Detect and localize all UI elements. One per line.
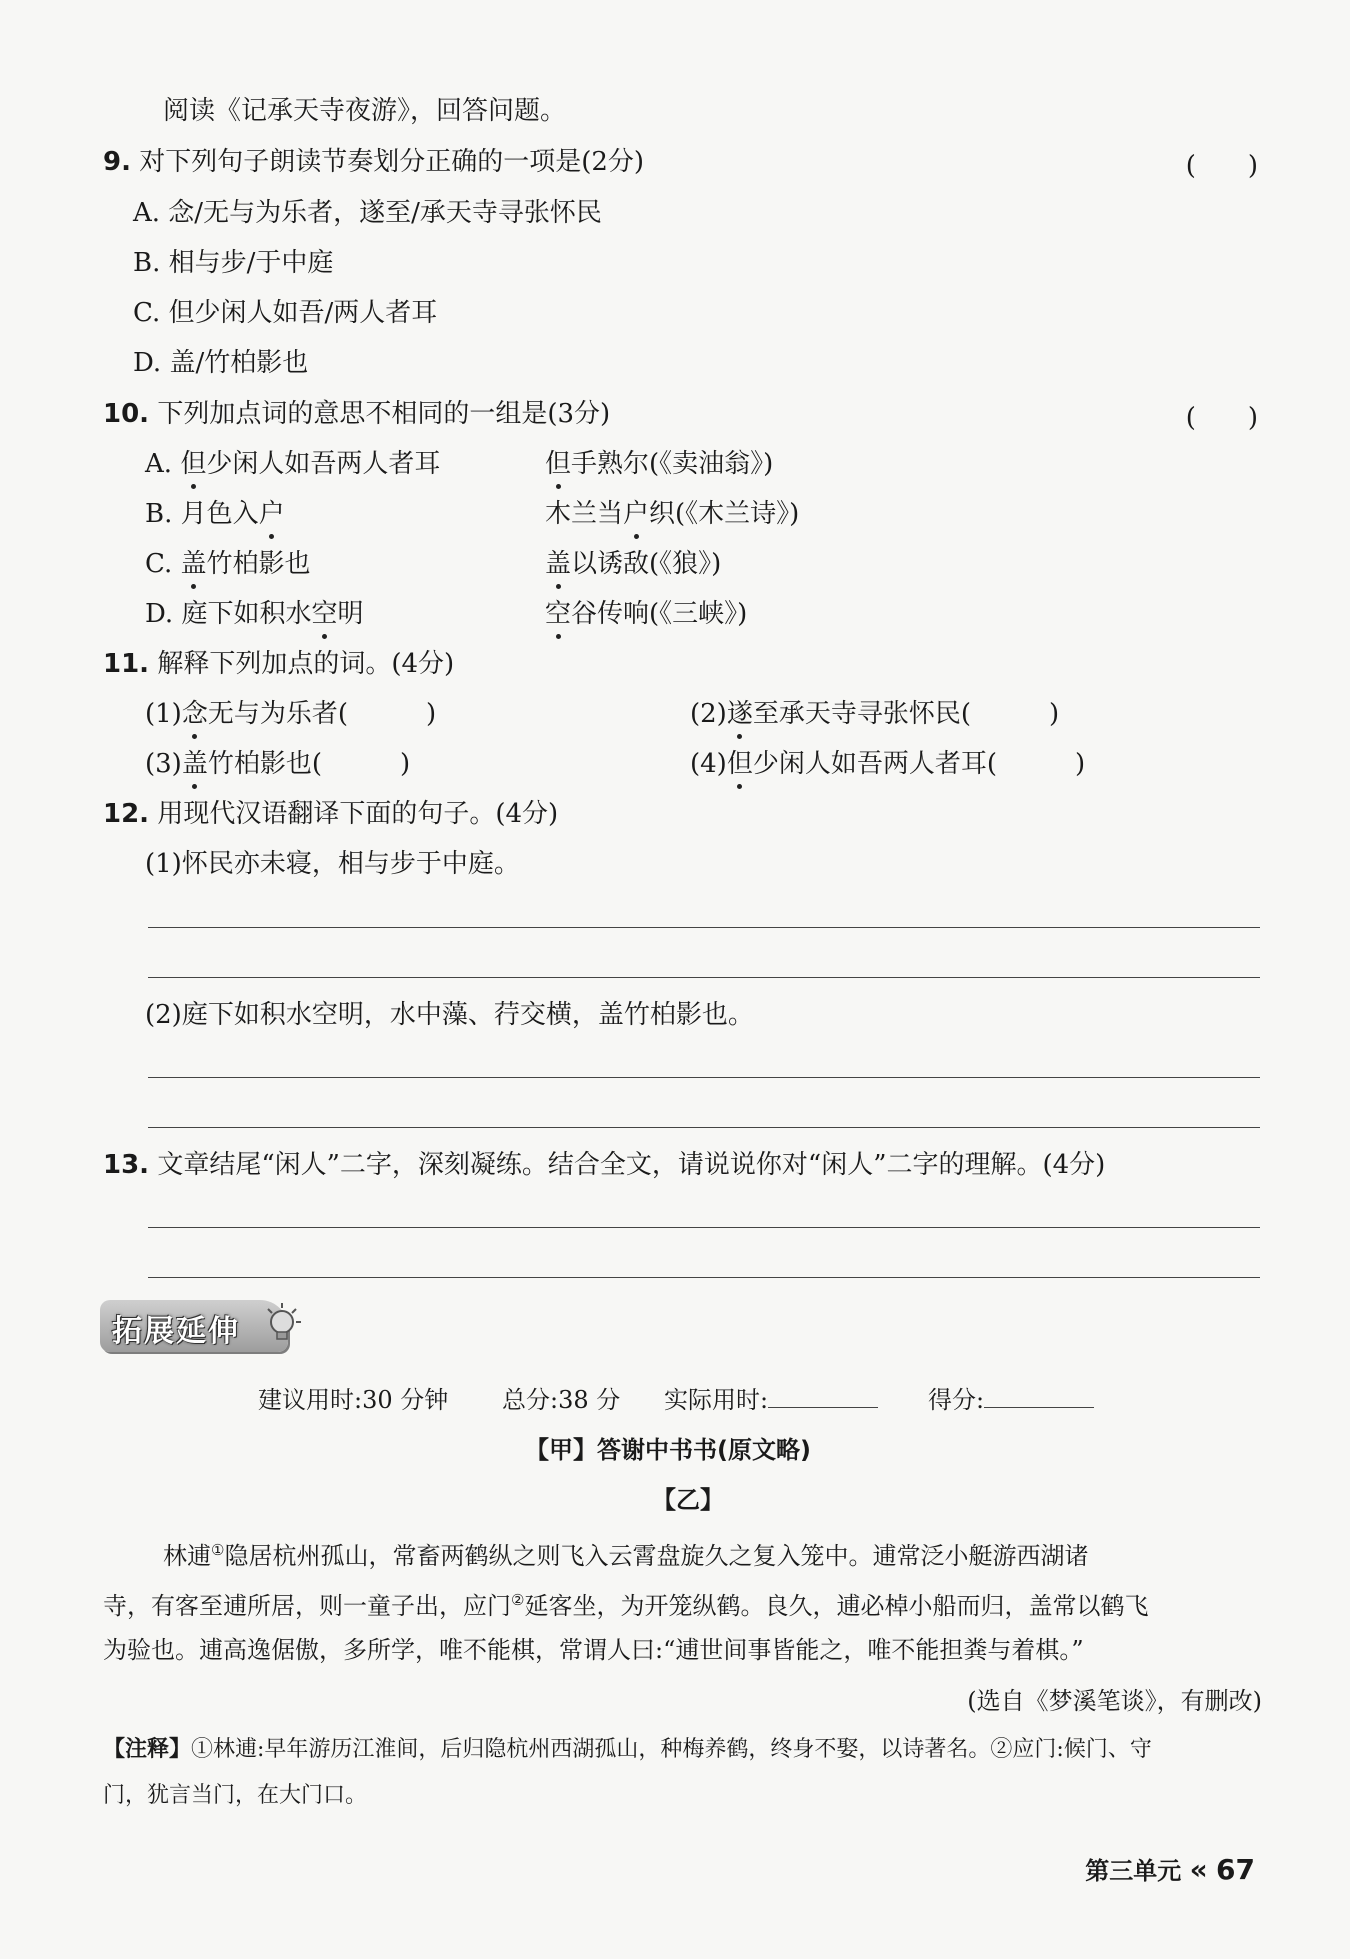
answer-line[interactable] <box>148 977 1260 978</box>
option-d: D. 盖/竹柏影也 <box>133 348 309 378</box>
page-number: 67 <box>1216 1853 1255 1886</box>
passage-line-2: 寺，有客至逋所居，则一童子出，应门②延客坐，为开笼纵鹤。良久，逋必棹小船而归，盖常以鹤飞 <box>103 1591 1149 1620</box>
answer-line[interactable] <box>148 1277 1260 1278</box>
option-c: C. 但少闲人如吾/两人者耳 <box>133 298 438 328</box>
question-text: 对下列句子朗读节奏划分正确的一项是(2分) <box>139 147 645 177</box>
question-text: 下列加点词的意思不相同的一组是(3分) <box>157 399 611 429</box>
option-d-left: D. 庭下如积水空明 <box>145 599 364 629</box>
answer-line[interactable] <box>148 1127 1260 1128</box>
lightbulb-icon <box>260 1300 304 1350</box>
passage-yi-title: 【乙】 <box>652 1486 724 1514</box>
passage-source: (选自《梦溪笔谈》，有删改) <box>967 1687 1262 1715</box>
banner-title: 拓展延伸 <box>112 1314 240 1349</box>
question-number: 10. <box>103 399 150 429</box>
question-number: 12. <box>103 799 150 829</box>
passage-line-3: 为验也。逋高逸倨傲，多所学，唯不能棋，常谓人曰:“逋世间事皆能之，唯不能担粪与着棋。” <box>103 1636 1084 1664</box>
answer-line[interactable] <box>148 927 1260 928</box>
option-a: A. 念/无与为乐者，遂至/承天寺寻张怀民 <box>133 198 602 228</box>
question-number: 9. <box>103 147 131 177</box>
option-c-right: 盖以诱敌(《狼》) <box>545 549 722 579</box>
answer-line[interactable] <box>148 1227 1260 1228</box>
option-b: B. 相与步/于中庭 <box>133 248 334 278</box>
chevron-left-icon: « <box>1189 1853 1208 1886</box>
total-score: 总分:38 分 <box>502 1386 621 1414</box>
score-field[interactable]: 得分: <box>928 1384 1094 1416</box>
q11-item-4[interactable]: (4)但少闲人如吾两人者耳( ) <box>690 749 1086 779</box>
option-c-left: C. 盖竹柏影也 <box>145 549 311 579</box>
question-12-stem <box>103 797 558 831</box>
question-13-stem <box>103 1148 1105 1182</box>
answer-line[interactable] <box>148 1077 1260 1078</box>
annotation-line-1: 【注释】①林逋:早年游历江淮间，后归隐杭州西湖孤山，种梅养鹤，终身不娶，以诗著名。②应门:候门、守 <box>103 1737 1152 1762</box>
answer-paren-9[interactable]: ( ) <box>1185 151 1258 181</box>
question-text: 用现代汉语翻译下面的句子。(4分) <box>157 799 559 829</box>
option-d-right: 空谷传响(《三峡》) <box>545 599 748 629</box>
question-number: 13. <box>103 1150 150 1180</box>
q11-item-3[interactable]: (3)盖竹柏影也( ) <box>145 749 411 779</box>
annotation-line-2: 门，犹言当门，在大门口。 <box>103 1783 368 1808</box>
q11-item-1[interactable]: (1)念无与为乐者( ) <box>145 699 437 729</box>
question-11-stem <box>103 647 454 681</box>
passage-jia-title: 【甲】答谢中书书(原文略) <box>525 1436 811 1464</box>
suggested-time: 建议用时:30 分钟 <box>258 1386 449 1414</box>
passage-line-1: 林逋①隐居杭州孤山，常畜两鹤纵之则飞入云霄盘旋久之复入笼中。逋常泛小艇游西湖诸 <box>163 1541 1089 1570</box>
option-a-left: A. 但少闲人如吾两人者耳 <box>145 449 441 479</box>
option-b-left: B. 月色入户 <box>145 499 285 529</box>
question-number: 11. <box>103 649 150 679</box>
option-a-right: 但手熟尔(《卖油翁》) <box>545 449 774 479</box>
actual-time[interactable]: 实际用时: <box>664 1384 878 1416</box>
question-text: 文章结尾“闲人”二字，深刻凝练。结合全文，请说说你对“闲人”二字的理解。(4分) <box>157 1150 1106 1180</box>
translate-sentence-2: (2)庭下如积水空明，水中藻、荇交横，盖竹柏影也。 <box>145 1000 754 1030</box>
translate-sentence-1: (1)怀民亦未寝，相与步于中庭。 <box>145 849 520 879</box>
unit-label: 第三单元 <box>1085 1857 1182 1885</box>
q11-item-2[interactable]: (2)遂至承天寺寻张怀民( ) <box>690 699 1060 729</box>
question-9-stem <box>103 145 644 179</box>
page-footer <box>1085 1853 1255 1888</box>
question-text: 解释下列加点的词。(4分) <box>157 649 455 679</box>
question-10-stem <box>103 397 610 431</box>
answer-paren-10[interactable]: ( ) <box>1185 403 1258 433</box>
reading-instruction: 阅读《记承天寺夜游》，回答问题。 <box>163 96 567 126</box>
option-b-right: 木兰当户织(《木兰诗》) <box>545 499 800 529</box>
